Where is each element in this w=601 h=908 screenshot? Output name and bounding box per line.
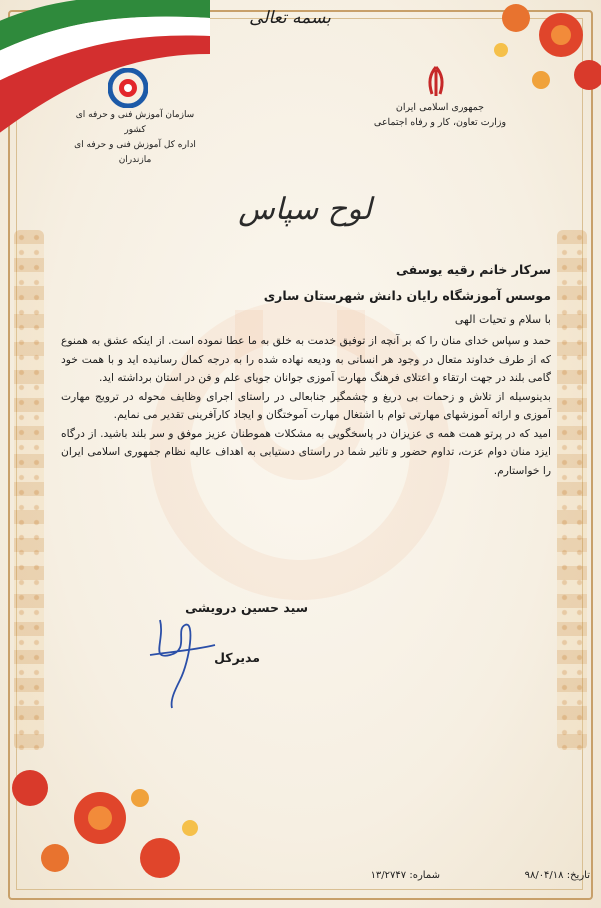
org-right-name — [370, 100, 510, 130]
tvto-logo-icon — [108, 68, 148, 108]
org-right-line-2: وزارت تعاون، کار و رفاه اجتماعی — [373, 117, 507, 128]
org-left-name — [70, 108, 200, 168]
issue-date: تاریخ: ۹۸/۰۴/۱۸ — [524, 870, 590, 881]
iran-emblem-icon — [418, 64, 454, 100]
greeting-line: با سلام و تحیات الهی — [454, 313, 551, 326]
signer-title: مدیرکل — [214, 650, 260, 665]
besmellah-heading: بسمه تعالی — [249, 8, 331, 28]
recipient-name: سرکار خانم رقیه یوسفی — [395, 262, 551, 277]
document-number: شماره: ۱۳/۲۷۴۷ — [370, 870, 440, 881]
right-ornament-band — [557, 230, 587, 750]
flower-decoration-top — [461, 0, 601, 110]
left-ornament-band — [14, 230, 44, 750]
signer-name: سید حسین درویشی — [185, 600, 308, 615]
certificate-body — [61, 332, 551, 480]
org-right-line-1: جمهوری اسلامی ایران — [395, 102, 485, 113]
flower-decoration-bottom — [0, 758, 210, 898]
org-left-line-2: اداره کل آموزش فنی و حرفه ای مازندران — [74, 140, 196, 165]
institute-name: موسس آموزشگاه رایان دانش شهرستان ساری — [263, 288, 551, 303]
certificate-title: لوح سپاس — [238, 192, 372, 227]
body-paragraph-1: حمد و سپاس خدای منان را که بر آنچه از توفیق خدمت به خلق به ما عطا نموده است. از اینکه عشق به همنوع که از طرف خداوند متعال در وجود هر انسانی به ودیعه نهاده شده را به درجه کمال رسانیده اید و با همت خود گامی بلند در جهت ارتقاء و اعتلای فرهنگ مهارت آموزی جوانان جویای علم و فن در استان برداشته اید. — [61, 334, 551, 384]
body-paragraph-3: امید که در پرتو همت همه ی عزیزان در پاسخگویی به مشکلات هموطنان عزیز موفق و سر بلند باشید. از درگاه ایزد منان دوام عزت، تداوم حضور و تاثیر شما در راستای دستیابی به اهداف عالیه نظام جمهوری اسلامی ایران را خواستارم. — [61, 426, 551, 477]
org-left-line-1: سازمان آموزش فنی و حرفه ای کشور — [75, 110, 195, 135]
body-paragraph-2: بدینوسیله از تلاش و زحمات بی دریغ و چشمگیر جنابعالی در راستای اجرای وظایف محوله در ترویج مهارت آموزی و ارائه آموزشهای مهارتی توام با اشتغال مهارت آموختگان و ایجاد کارآفرینی تقدیر می نمایم. — [61, 389, 551, 421]
